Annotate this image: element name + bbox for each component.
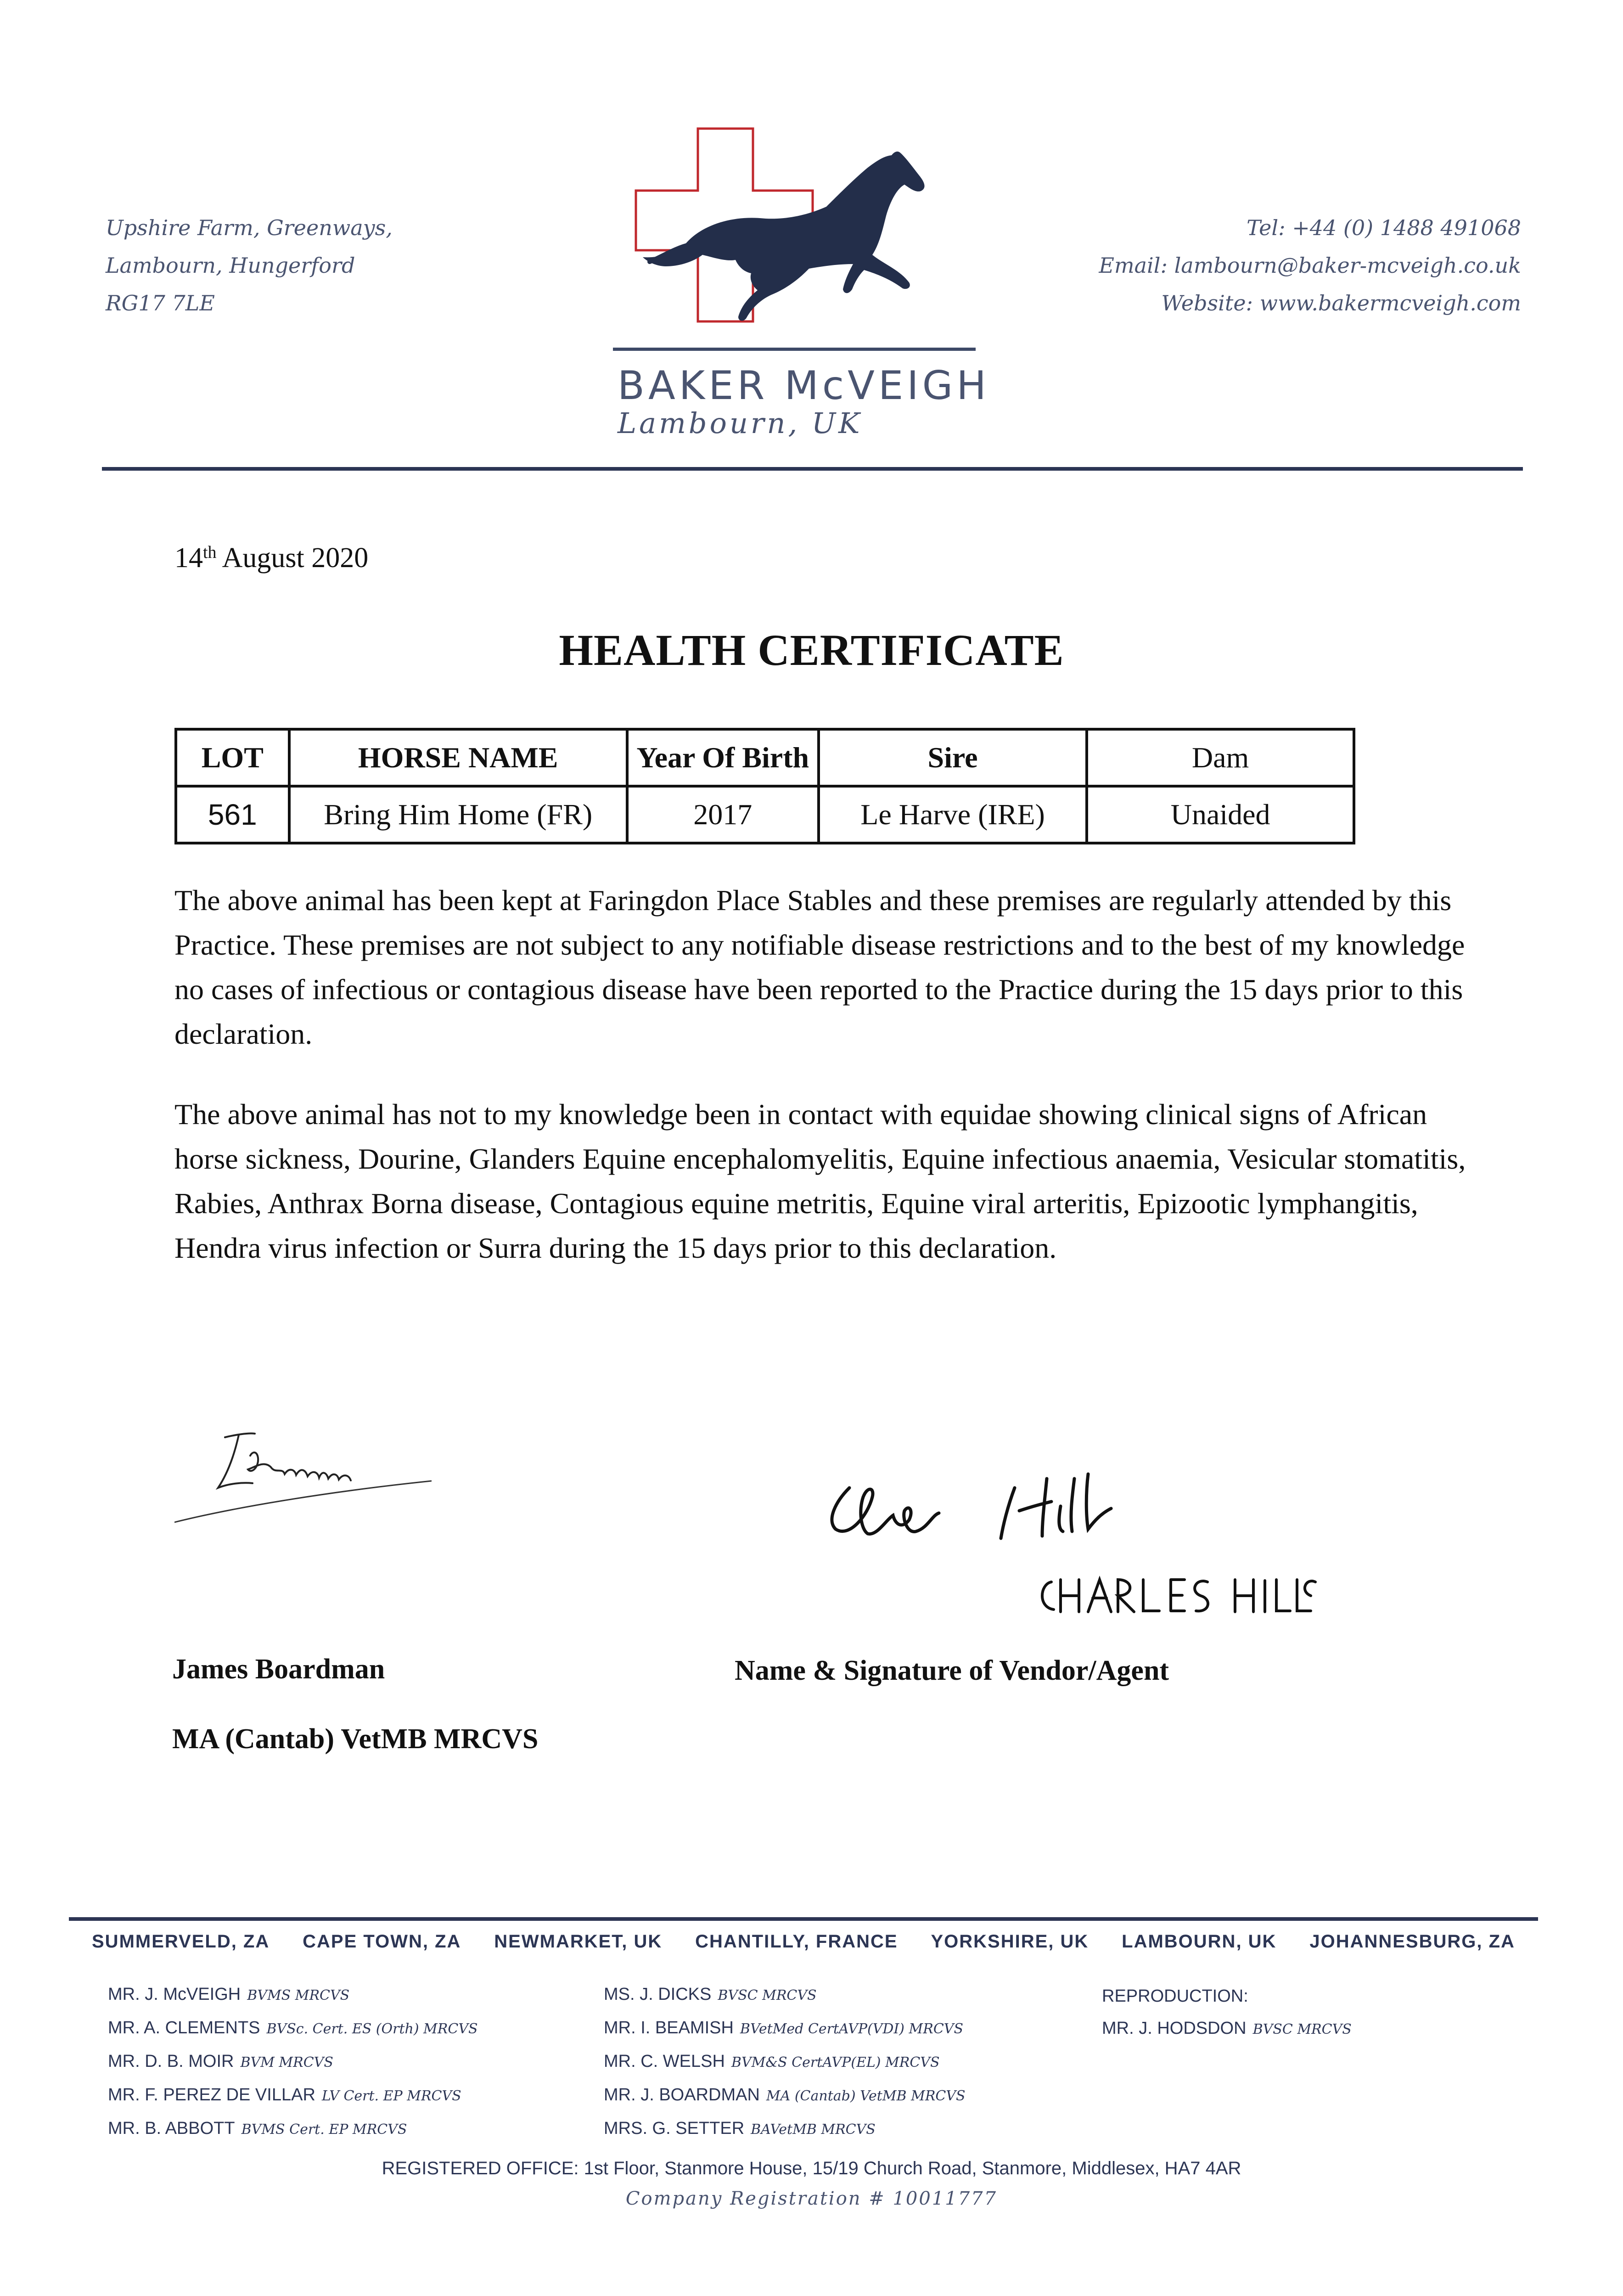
table-row: [176, 786, 1354, 843]
website-line: Website: www.bakermcveigh.com: [1161, 291, 1521, 315]
declaration-paragraph-1: The above animal has been kept at Faringdon Place Stables and these premises are regularly attended by this Practice. These premises are not subject to any notifiable disease restrictions and to the best of my knowledge no cases of infectious or contagious disease have been reported to the Practice during the 15 days prior to this declaration.: [174, 884, 1465, 1050]
cell-sire: Le Harve (IRE): [819, 786, 1087, 843]
declaration-paragraph-2: The above animal has not to my knowledge been in contact with equidae showing clinical signs of African horse sickness, Dourine, Glanders Equine encephalomyelitis, Equine infectious anaemia, Vesicular stomatitis, Rabies, Anthrax Borna disease, Contagious equine metritis, Equine viral arteritis, Epizootic lymphangitis, Hendra virus infection or Surra during the 15 days prior to this declaration.: [174, 1098, 1466, 1264]
staff-member: MR. J. McVEIGH BVMS MRCVS: [108, 1985, 350, 2004]
cell-lot: 561: [176, 786, 289, 843]
vet-name: James Boardman: [172, 1654, 385, 1685]
page-title: HEALTH CERTIFICATE: [559, 625, 1064, 675]
practice-address: [106, 209, 393, 322]
location-item: JOHANNESBURG, ZA: [1309, 1931, 1515, 1952]
reproduction-heading: REPRODUCTION:: [1102, 1986, 1248, 2006]
date-rest: August 2020: [216, 542, 369, 574]
staff-member: MR. C. WELSH BVM&S CertAVP(EL) MRCVS: [604, 2052, 940, 2071]
horse-cross-logo-icon: [629, 124, 978, 354]
staff-list-2: [604, 1978, 966, 2146]
date-suffix: th: [203, 543, 217, 562]
date-day: 14: [174, 542, 203, 574]
vendor-printed-name-handwriting: [1033, 1570, 1318, 1621]
cell-dam: Unaided: [1087, 786, 1354, 843]
company-registration: Company Registration # 10011777: [625, 2188, 998, 2209]
horse-details-table: [174, 728, 1355, 844]
brand-underline: [613, 348, 976, 351]
staff-member: MR. J. BOARDMAN MA (Cantab) VetMB MRCVS: [604, 2085, 966, 2105]
address-line: RG17 7LE: [106, 291, 215, 315]
vendor-signature: [817, 1460, 1166, 1561]
header-divider: [102, 467, 1523, 471]
location-item: LAMBOURN, UK: [1122, 1931, 1277, 1952]
address-line: Lambourn, Hungerford: [106, 253, 355, 278]
table-header-row: [176, 729, 1354, 786]
staff-list-1: [108, 1978, 478, 2146]
certificate-date: [174, 542, 368, 574]
registered-office: REGISTERED OFFICE: 1st Floor, Stanmore House, 15/19 Church Road, Stanmore, Middlesex, HA7 4AR: [382, 2158, 1241, 2178]
vet-qualifications: MA (Cantab) VetMB MRCVS: [172, 1723, 539, 1755]
header-horse-name: HORSE NAME: [289, 729, 627, 786]
location-item: YORKSHIRE, UK: [931, 1931, 1089, 1952]
phone-line: Tel: +44 (0) 1488 491068: [1247, 215, 1521, 240]
vendor-signature-label: Name & Signature of Vendor/Agent: [735, 1655, 1169, 1686]
header-year-of-birth: Year Of Birth: [627, 729, 819, 786]
brand-name: BAKER McVEIGH: [618, 363, 990, 409]
footer-divider: [69, 1917, 1538, 1921]
staff-member: MR. A. CLEMENTS BVSc. Cert. ES (Orth) MRCVS: [108, 2018, 478, 2037]
brand-location: Lambourn, UK: [618, 406, 863, 440]
header-lot: LOT: [176, 729, 289, 786]
location-item: CHANTILLY, FRANCE: [695, 1931, 898, 1952]
staff-member: MR. B. ABBOTT BVMS Cert. EP MRCVS: [108, 2119, 407, 2138]
staff-member: MR. D. B. MOIR BVM MRCVS: [108, 2052, 333, 2071]
practice-contact: [1099, 209, 1521, 322]
header-sire: Sire: [819, 729, 1087, 786]
location-item: SUMMERVELD, ZA: [92, 1931, 270, 1952]
staff-member: MR. I. BEAMISH BVetMed CertAVP(VDI) MRCVS: [604, 2018, 964, 2037]
email-line: Email: lambourn@baker-mcveigh.co.uk: [1099, 253, 1521, 278]
staff-member: MR. F. PEREZ DE VILLAR LV Cert. EP MRCVS: [108, 2085, 461, 2105]
cell-horse-name: Bring Him Home (FR): [289, 786, 627, 843]
vet-signature: [174, 1424, 432, 1552]
staff-member: MR. J. HODSDON BVSC MRCVS: [1102, 2019, 1352, 2038]
location-item: NEWMARKET, UK: [494, 1931, 663, 1952]
location-item: CAPE TOWN, ZA: [303, 1931, 461, 1952]
cell-year-of-birth: 2017: [627, 786, 819, 843]
address-line: Upshire Farm, Greenways,: [106, 215, 393, 240]
header-dam: Dam: [1087, 729, 1354, 786]
office-locations: [92, 1931, 1515, 1952]
staff-list-reproduction: [1102, 1980, 1352, 2046]
staff-member: MS. J. DICKS BVSC MRCVS: [604, 1985, 817, 2004]
staff-member: MRS. G. SETTER BAVetMB MRCVS: [604, 2119, 876, 2138]
